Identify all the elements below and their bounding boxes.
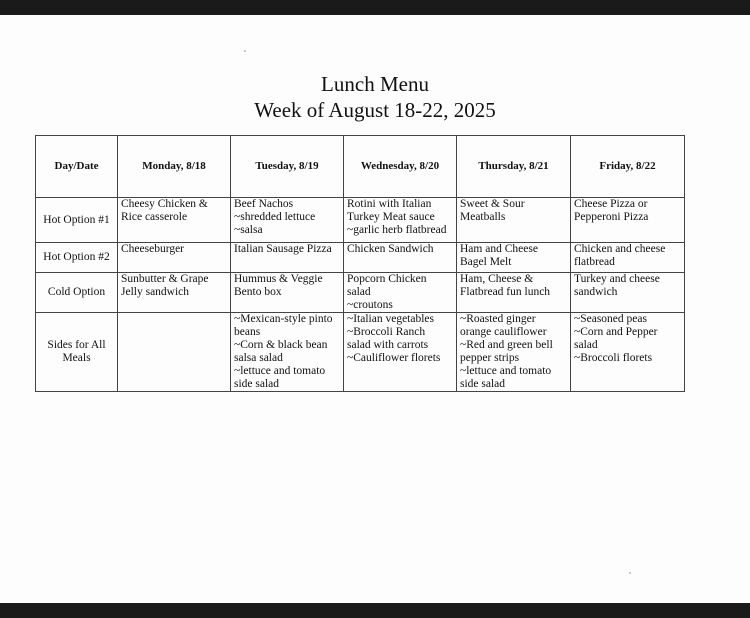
row-label-hot-option-1: Hot Option #1: [36, 198, 118, 243]
header-row: [36, 136, 685, 198]
top-dark-border: [0, 0, 750, 15]
bottom-dark-border: [0, 603, 750, 618]
cell-monday: Cheesy Chicken & Rice casserole: [118, 198, 231, 243]
header-thursday: Thursday, 8/21: [457, 136, 571, 198]
table-row: [36, 273, 685, 313]
cell-friday: Cheese Pizza or Pepperoni Pizza: [571, 198, 685, 243]
cell-thursday: Sweet & Sour Meatballs: [457, 198, 571, 243]
cell-monday: Sunbutter & Grape Jelly sandwich: [118, 273, 231, 313]
menu-title: Lunch Menu: [321, 72, 429, 96]
cell-monday: [118, 313, 231, 392]
cell-thursday: Ham and Cheese Bagel Melt: [457, 243, 571, 273]
cell-wednesday: Rotini with Italian Turkey Meat sauce ~garlic herb flatbread: [344, 198, 457, 243]
cell-monday: Cheeseburger: [118, 243, 231, 273]
cell-tuesday: Hummus & Veggie Bento box: [231, 273, 344, 313]
lunch-menu-table: [35, 135, 685, 392]
cell-friday: ~Seasoned peas ~Corn and Pepper salad ~Broccoli florets: [571, 313, 685, 392]
cell-tuesday: Beef Nachos ~shredded lettuce ~salsa: [231, 198, 344, 243]
cell-tuesday: ~Mexican-style pinto beans ~Corn & black bean salsa salad ~lettuce and tomato side salad: [231, 313, 344, 392]
cell-wednesday: Popcorn Chicken salad ~croutons: [344, 273, 457, 313]
speck: [244, 50, 246, 52]
cell-wednesday: ~Italian vegetables ~Broccoli Ranch salad with carrots ~Cauliflower florets: [344, 313, 457, 392]
speck: [629, 572, 631, 574]
header-friday: Friday, 8/22: [571, 136, 685, 198]
cell-thursday: Ham, Cheese & Flatbread fun lunch: [457, 273, 571, 313]
header-tuesday: Tuesday, 8/19: [231, 136, 344, 198]
cell-thursday: ~Roasted ginger orange cauliflower ~Red and green bell pepper strips ~lettuce and tomato side salad: [457, 313, 571, 392]
header-monday: Monday, 8/18: [118, 136, 231, 198]
table-row: [36, 198, 685, 243]
cell-wednesday: Chicken Sandwich: [344, 243, 457, 273]
table-row: [36, 243, 685, 273]
menu-subtitle: Week of August 18-22, 2025: [254, 98, 496, 122]
cell-friday: Turkey and cheese sandwich: [571, 273, 685, 313]
row-label-hot-option-2: Hot Option #2: [36, 243, 118, 273]
table-row: [36, 313, 685, 392]
header-wednesday: Wednesday, 8/20: [344, 136, 457, 198]
cell-tuesday: Italian Sausage Pizza: [231, 243, 344, 273]
cell-friday: Chicken and cheese flatbread: [571, 243, 685, 273]
row-label-sides: Sides for All Meals: [36, 313, 118, 392]
row-label-cold-option: Cold Option: [36, 273, 118, 313]
header-day-date: Day/Date: [36, 136, 118, 198]
